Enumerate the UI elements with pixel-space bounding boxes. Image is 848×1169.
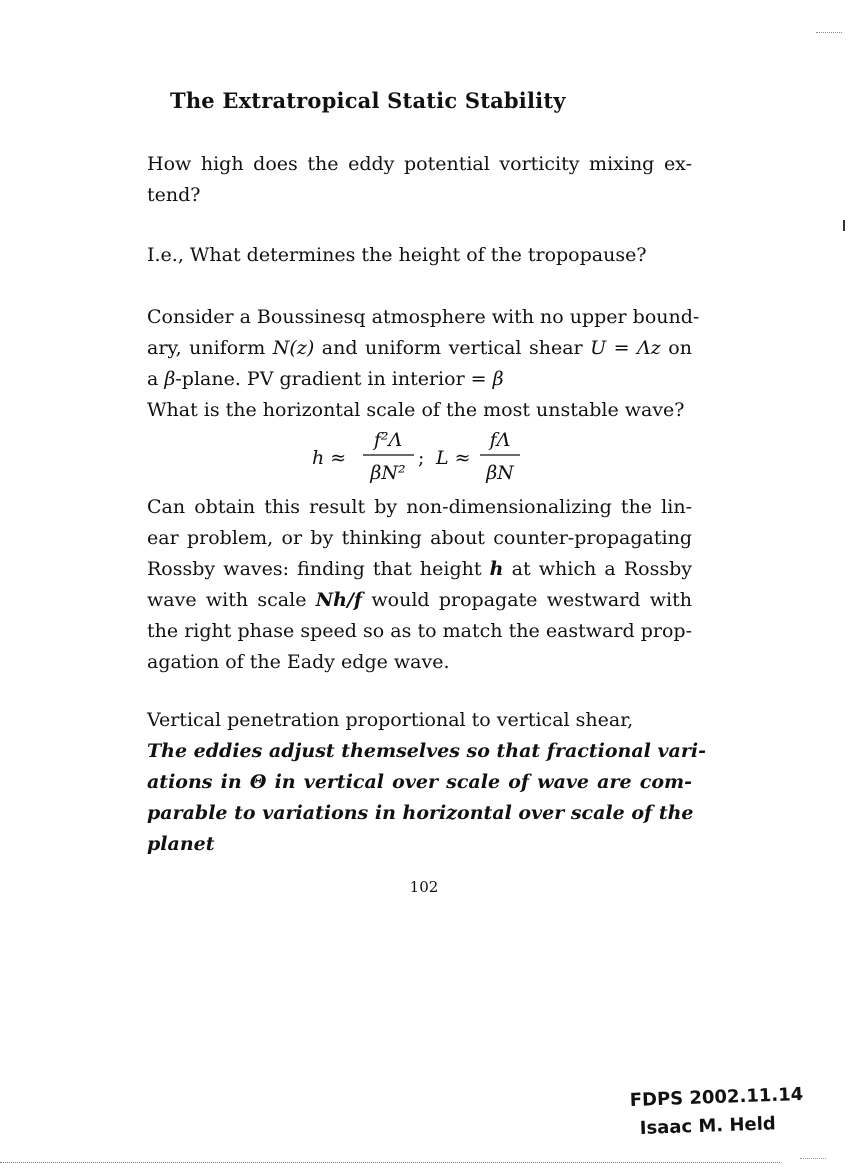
formula-separator: ; (418, 447, 425, 469)
paragraph-line: ear problem, or by thinking about counter-propagating (147, 527, 692, 549)
paragraph-line (147, 364, 692, 395)
math-shear: U = Λz (590, 337, 661, 359)
text-run: Rossby waves: finding that height (147, 558, 490, 580)
formula-h-denominator: βN² (370, 462, 406, 484)
paragraph-conclusion (147, 705, 706, 860)
scan-artifact-top (816, 32, 842, 35)
paragraph-line (147, 585, 692, 616)
handwriting-svg (628, 1082, 828, 1142)
paragraph-line (147, 554, 692, 585)
formula-h-lhs: h ≈ (312, 447, 347, 469)
text-run: wave with scale (147, 589, 316, 611)
formula-svg (310, 424, 540, 490)
paragraph-line: How high does the eddy potential vorticity mixing ex- (147, 153, 692, 175)
paragraph-line: the right phase speed so as to match the eastward prop- (147, 620, 692, 642)
scan-artifact-tick (843, 220, 845, 231)
handwritten-stamp (628, 1082, 828, 1142)
formula-l-lhs: L ≈ (436, 447, 471, 469)
text-run: -plane. PV gradient in interior = (175, 368, 493, 390)
math-beta: β (492, 368, 504, 390)
paragraph-explanation (147, 492, 692, 678)
math-nh-over-f: Nh/f (315, 589, 363, 611)
math-n-of-z: N(z) (272, 337, 315, 359)
math-beta: β (164, 368, 176, 390)
scan-artifact-bottom-right (800, 1158, 826, 1161)
paragraph-question (147, 149, 692, 211)
text-run: ary, uniform (147, 337, 273, 359)
paragraph-line: agation of the Eady edge wave. (147, 651, 450, 673)
text-run: at which a Rossby (503, 558, 692, 580)
display-formula (310, 424, 540, 490)
text-run: would propagate westward with (362, 589, 692, 611)
scan-artifact-bottom (0, 1162, 780, 1165)
paragraph-line: Consider a Boussinesq atmosphere with no upper bound- (147, 306, 700, 328)
paragraph-line: Can obtain this result by non-dimensionalizing the lin- (147, 496, 692, 518)
paragraph-line: I.e., What determines the height of the tropopause? (147, 244, 647, 266)
formula-l-numerator: fΛ (489, 429, 511, 451)
paragraph-line (147, 333, 692, 364)
paragraph-tropopause (147, 240, 692, 271)
text-run: and uniform vertical shear (314, 337, 591, 359)
stamp-line-2: Isaac M. Held (639, 1113, 777, 1139)
math-h: h (489, 558, 504, 580)
paragraph-line: What is the horizontal scale of the most unstable wave? (147, 399, 685, 421)
paragraph-setup (147, 302, 700, 426)
paragraph-line: tend? (147, 184, 201, 206)
text-run: a (147, 368, 165, 390)
formula-l-denominator: βN (486, 462, 514, 484)
paragraph-line-emphasis: parable to variations in horizontal over scale of the (147, 802, 694, 824)
text-run: on (660, 337, 692, 359)
paragraph-line: Vertical penetration proportional to vertical shear, (147, 709, 634, 731)
stamp-line-1: FDPS 2002.11.14 (629, 1083, 804, 1111)
page-number: 102 (409, 878, 439, 896)
paragraph-line-emphasis: ations in Θ in vertical over scale of wave are com- (147, 771, 692, 793)
formula-h-numerator: f²Λ (373, 429, 403, 451)
paragraph-line-emphasis: planet (147, 833, 215, 855)
page-title: The Extratropical Static Stability (170, 88, 566, 113)
paragraph-line-emphasis: The eddies adjust themselves so that fractional vari- (147, 740, 706, 762)
